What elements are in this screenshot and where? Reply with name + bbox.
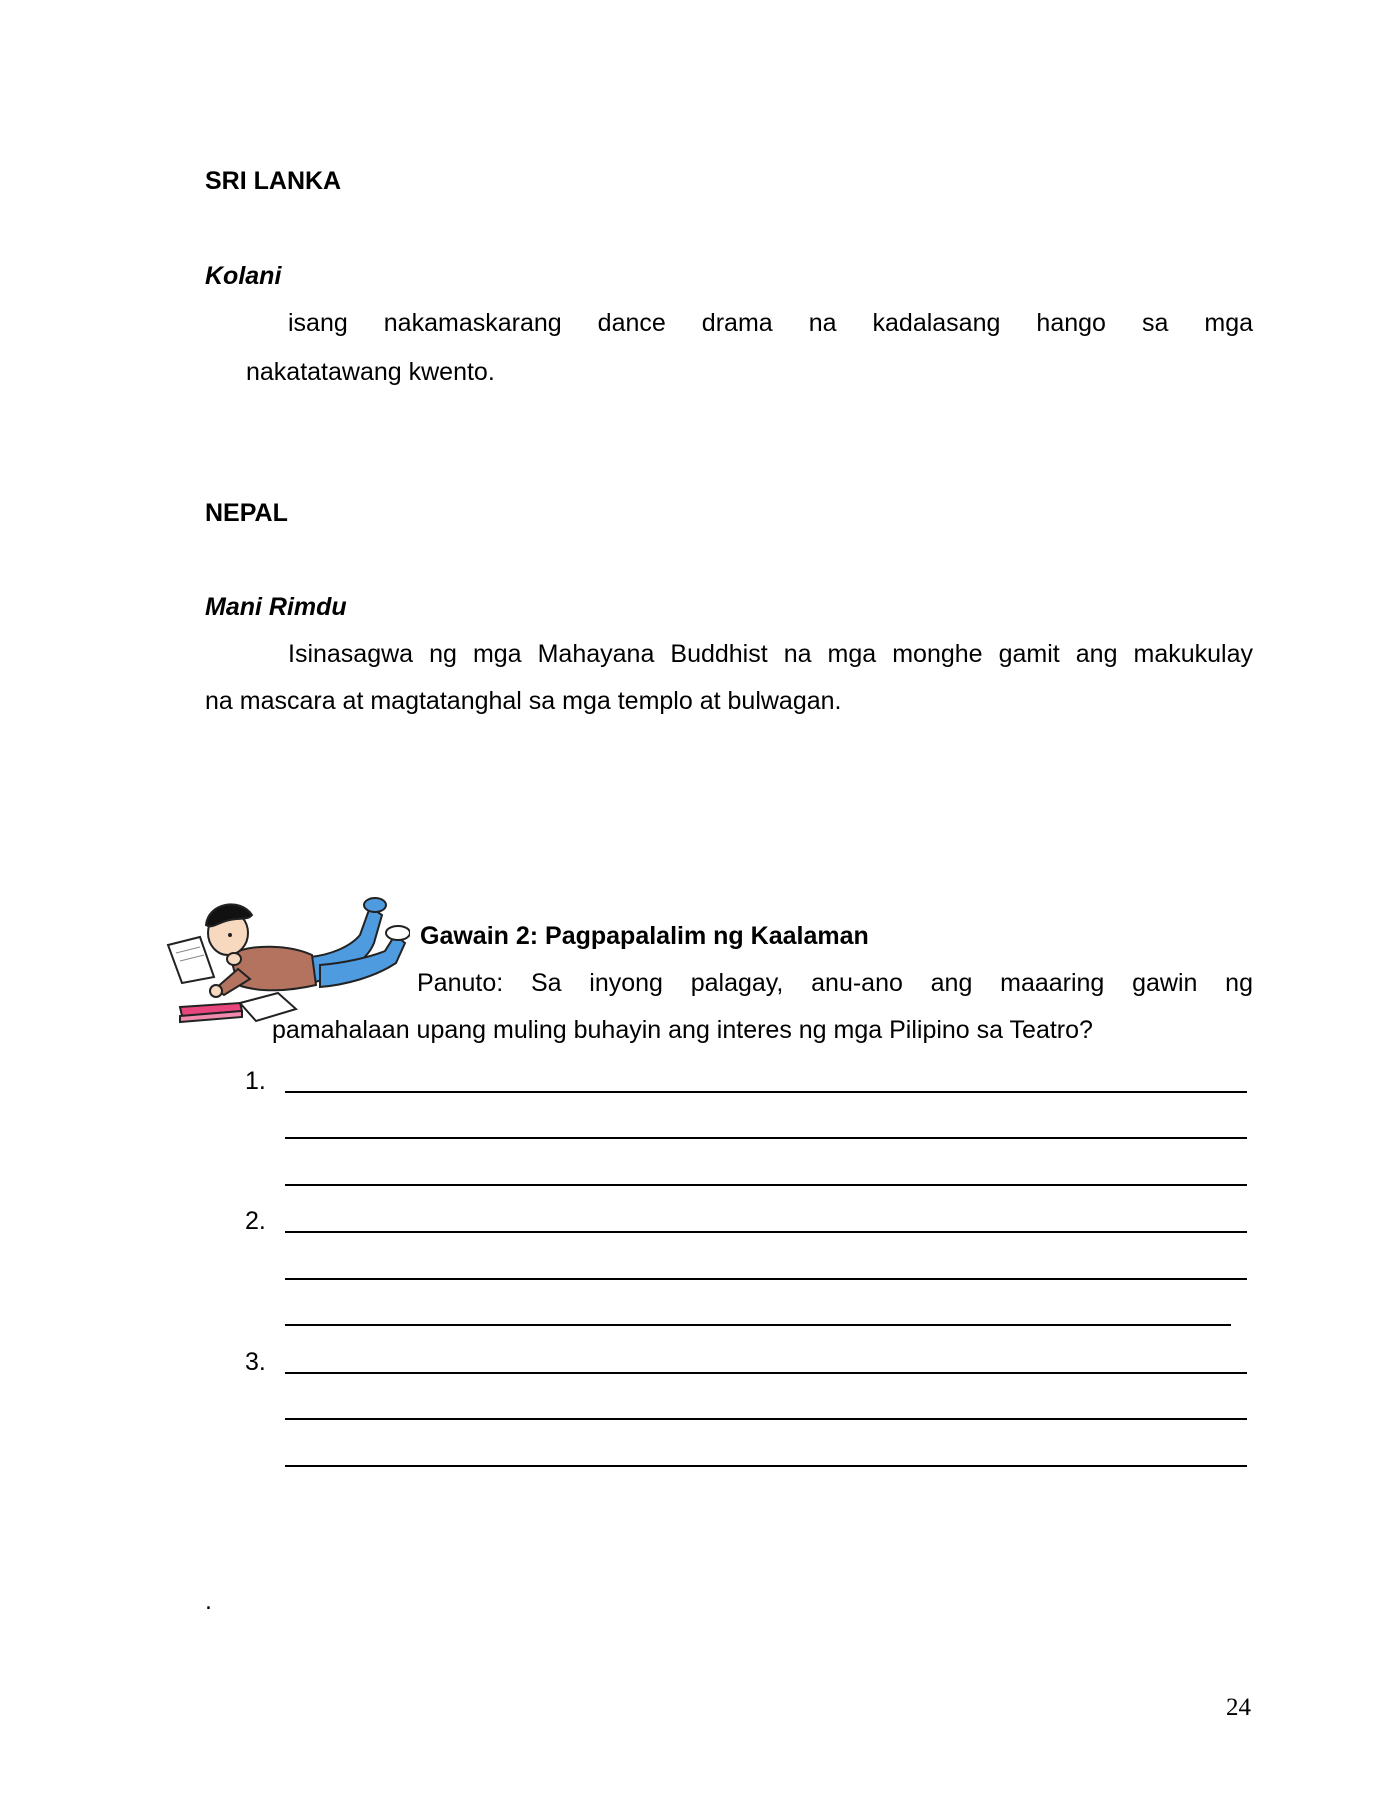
answer-line-3a[interactable] [285,1372,1247,1374]
answer-line-3c[interactable] [285,1465,1247,1467]
page-number: 24 [1226,1694,1251,1721]
activity-title: Gawain 2: Pagpapalalim ng Kaalaman [420,922,869,950]
answer-line-1a[interactable] [285,1091,1247,1093]
kolani-description-line1: isang nakamaskarang dance drama na kadalasang hango sa mga [288,309,1253,337]
reading-student-illustration [160,885,410,1025]
mani-rimdu-description-line1: Isinasagwa ng mga Mahayana Buddhist na mga monghe gamit ang makukulay [288,640,1253,668]
answer-item-number-3: 3. [245,1348,266,1376]
stray-period-mark: . [205,1587,212,1615]
activity-instruction-line2: pamahalaan upang muling buhayin ang interes ng mga Pilipino sa Teatro? [272,1016,1093,1044]
answer-line-2c[interactable] [285,1324,1231,1326]
country-heading-sri-lanka: SRI LANKA [205,167,342,195]
term-kolani: Kolani [205,262,282,290]
mani-rimdu-description-line2: na mascara at magtatanghal sa mga templo at bulwagan. [205,687,842,715]
activity-instruction-line1: Panuto: Sa inyong palagay, anu-ano ang maaaring gawin ng [417,969,1253,997]
answer-line-2b[interactable] [285,1278,1247,1280]
term-mani-rimdu: Mani Rimdu [205,593,347,621]
kolani-description-line2: nakatatawang kwento. [246,358,495,386]
answer-item-number-2: 2. [245,1207,266,1235]
answer-line-1b[interactable] [285,1137,1247,1139]
answer-line-2a[interactable] [285,1231,1247,1233]
answer-item-number-1: 1. [245,1067,266,1095]
answer-line-3b[interactable] [285,1418,1247,1420]
answer-line-1c[interactable] [285,1184,1247,1186]
country-heading-nepal: NEPAL [205,499,288,527]
